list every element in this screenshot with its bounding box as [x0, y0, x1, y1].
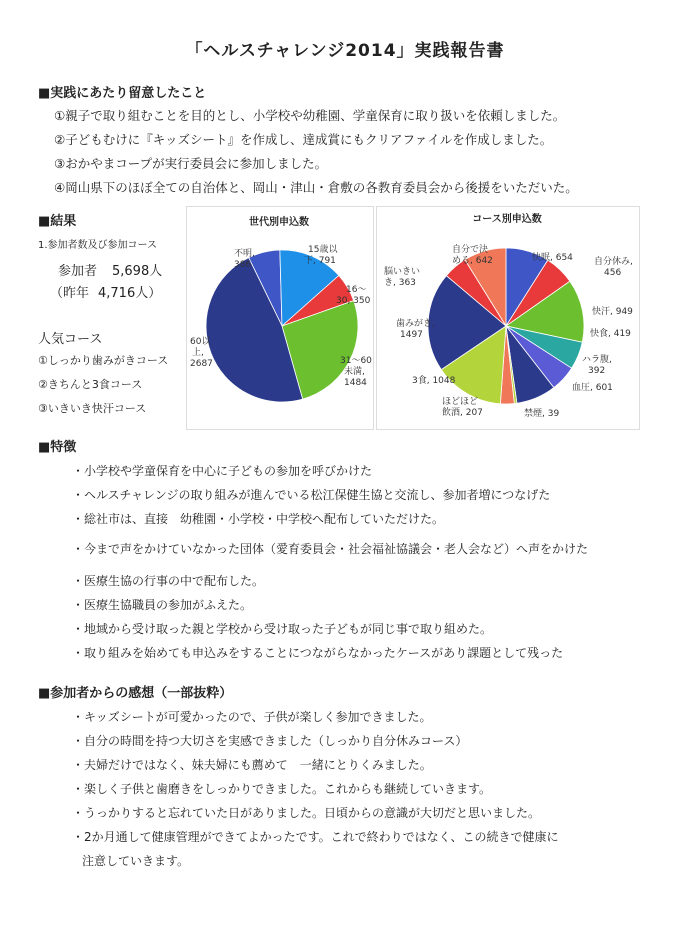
participants-label: 参加者 [58, 264, 98, 279]
note-item: ③おかやまコープが実行委員会に参加しました。 [54, 156, 328, 171]
feature-item: ・小学校や学童保育を中心に子どもの参加を呼びかけた [72, 464, 373, 478]
note-item: ④岡山県下のほぼ全ての自治体と、岡山・津山・倉敷の各教育委員会から後援をいただいた。 [54, 180, 578, 195]
slice-label-jibun: 自分休み, 456 [594, 257, 633, 278]
feature-item: ・医療生協の行事の中で配布した。 [72, 574, 265, 588]
feature-item: ・ヘルスチャレンジの取り組みが進んでいる松江保健生協と交流し、参加者増につなげた [72, 488, 551, 502]
generation-pie-chart [186, 230, 372, 426]
section-heading-notes: ■実践にあたり留意したこと [38, 86, 207, 101]
course-pie-chart [376, 226, 638, 426]
section-heading-features: ■特徴 [38, 440, 77, 455]
slice-label-hamigaki: 歯みがき, 1497 [396, 319, 435, 340]
slice-label-kaishoku: 快食, 419 [590, 329, 631, 339]
impression-item: ・2か月通して健康管理ができてよかったです。これで終わりではなく、この続きで健康に [72, 830, 559, 844]
slice-label-ketsuatsu: 血圧, 601 [572, 383, 613, 393]
slice-label-unknown: 不明, 386 [234, 249, 255, 270]
feature-item: ・総社市は、直接 幼稚園・小学校・中学校へ配布していただけた。 [72, 512, 445, 526]
participants-count: 5,698人 [112, 264, 163, 279]
feature-item: ・医療生協職員の参加がふえた。 [72, 598, 253, 612]
popular-heading: 人気コース [38, 332, 103, 347]
feature-item: ・地域から受け取った親と学校から受け取った子どもが同じ事で取り組めた。 [72, 622, 493, 636]
impression-item: ・楽しく子供と歯磨きをしっかりできました。これからも継続していきます。 [72, 782, 492, 796]
slice-label-kimeru: 自分で決める, 642 [452, 245, 493, 266]
slice-label-60plus: 60以上, 2687 [190, 337, 213, 369]
chart-title-course: コース別申込数 [472, 214, 542, 225]
slice-label-nou: 脳いきいき, 363 [384, 267, 421, 288]
lastyear-label: （昨年 [50, 286, 90, 301]
slice-label-hodo: ほどほど飲酒, 207 [442, 397, 483, 418]
slice-label-sanshoku: 3食, 1048 [412, 376, 456, 386]
page-title: 「ヘルスチャレンジ2014」実践報告書 [185, 41, 505, 61]
note-item: ②子どもむけに『キッズシート』を作成し、達成賞にもクリアファイルを作成しました。 [54, 132, 553, 147]
section-heading-results: ■結果 [38, 214, 77, 229]
impression-item: ・夫婦だけではなく、妹夫婦にも薦めて 一緒にとりくみました。 [72, 758, 432, 772]
impression-item: 注意していきます。 [82, 854, 190, 868]
slice-label-kinen: 禁煙, 39 [524, 409, 560, 419]
popular-course: ①しっかり歯みがきコース [38, 354, 169, 367]
chart-title-generation: 世代別申込数 [249, 217, 309, 228]
impression-item: ・うっかりすると忘れていた日がありました。日頃からの意識が大切だと思いました。 [72, 806, 541, 820]
note-item: ①親子で取り組むことを目的とし、小学校や幼稚園、学童保育に取り扱いを依頼しました。 [54, 108, 566, 123]
slice-label-kaimin: 快眠, 654 [532, 253, 573, 263]
slice-label-16-30: 16～ 30, 350 [336, 285, 371, 306]
impression-item: ・自分の時間を持つ大切さを実感できました（しっかり自分休みコース） [72, 734, 468, 748]
slice-label-hara: ハラ腹, 392 [582, 355, 612, 376]
feature-item: ・取り組みを始めても申込みをすることにつながらなかったケースがあり課題として残った [72, 646, 564, 660]
results-subheading: 1.参加者数及び参加コース [38, 240, 158, 251]
slice-label-kaikan: 快汗, 949 [592, 307, 633, 317]
section-heading-impressions: ■参加者からの感想（一部抜粋） [38, 686, 233, 701]
popular-course: ②きちんと3食コース [38, 378, 143, 391]
impression-item: ・キッズシートが可愛かったので、子供が楽しく参加できました。 [72, 710, 432, 724]
lastyear-count: 4,716人） [98, 286, 162, 301]
slice-label-under15: 15歳以下, 791 [304, 245, 338, 266]
slice-label-31-60: 31～60 未満, 1484 [340, 356, 372, 388]
popular-course: ③いきいき快汗コース [38, 402, 147, 415]
feature-item: ・今まで声をかけていなかった団体（愛育委員会・社会福祉協議会・老人会など）へ声をかけた [72, 542, 589, 556]
